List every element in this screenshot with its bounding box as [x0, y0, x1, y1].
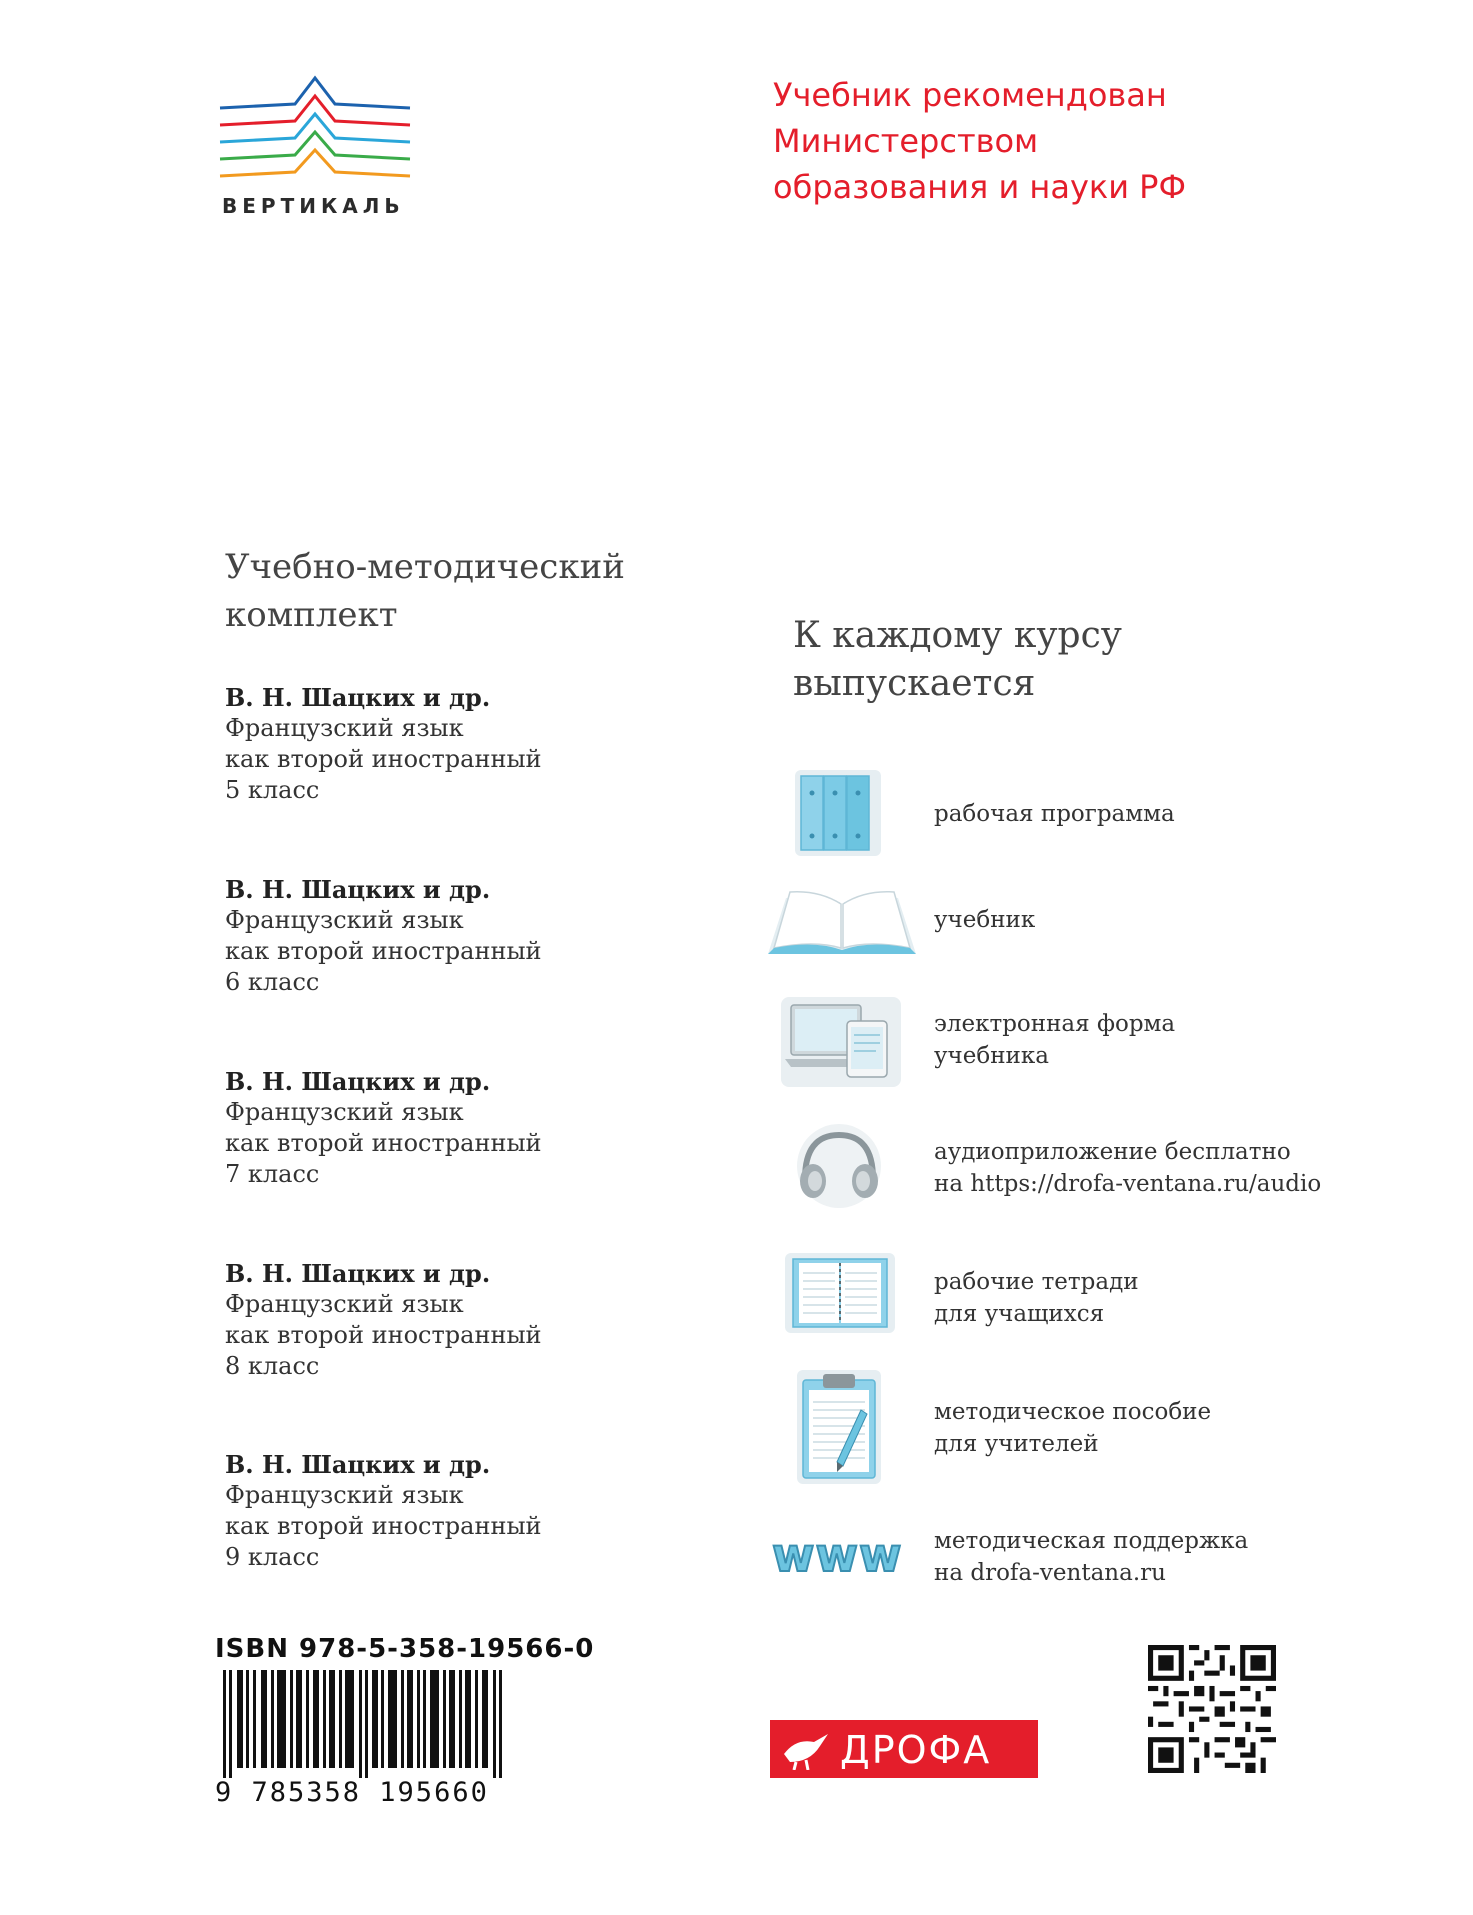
book-author: В. Н. Шацких и др.: [225, 1450, 491, 1479]
kit-book-grade-6: [225, 874, 645, 998]
resource-teacher-guide: [934, 1396, 1414, 1460]
resource-line: методическое пособие: [934, 1399, 1212, 1425]
publisher-drofa-logo: [770, 1720, 1038, 1778]
logo-lines-graphic: [215, 70, 415, 190]
open-book-icon: [764, 888, 920, 958]
kit-book-grade-9: [225, 1449, 645, 1573]
recommendation-line: Министерством: [773, 122, 1039, 160]
recommendation-line: образования и науки РФ: [773, 168, 1187, 206]
resource-textbook: [934, 904, 1414, 936]
resource-line: учебника: [934, 1043, 1049, 1069]
resource-line: для учащихся: [934, 1301, 1105, 1327]
book-subtitle: как второй иностранный: [225, 937, 542, 965]
resource-line: для учителей: [934, 1431, 1099, 1457]
resource-line: аудиоприложение бесплатно: [934, 1139, 1291, 1165]
course-heading: [793, 612, 1273, 708]
clipboard-icon: [797, 1370, 881, 1484]
book-subject: Французский язык: [225, 1290, 464, 1318]
resource-line: электронная форма: [934, 1011, 1176, 1037]
resource-work-program: [934, 798, 1414, 830]
book-grade: 8 класс: [225, 1352, 320, 1380]
course-heading-line: выпускается: [793, 663, 1036, 704]
book-subject: Французский язык: [225, 714, 464, 742]
qr-code[interactable]: [1148, 1645, 1276, 1773]
book-subject: Французский язык: [225, 1098, 464, 1126]
book-author: В. Н. Шацких и др.: [225, 1259, 491, 1288]
isbn-block: [215, 1634, 595, 1814]
devices-icon: [781, 997, 901, 1087]
www-icon: www: [772, 1528, 903, 1582]
kit-heading-line: комплект: [225, 595, 398, 635]
book-subtitle: как второй иностранный: [225, 1321, 542, 1349]
publisher-logo: [215, 70, 415, 230]
book-grade: 6 класс: [225, 968, 320, 996]
resource-audio: [934, 1136, 1414, 1200]
support-link[interactable]: на drofa-ventana.ru: [934, 1560, 1166, 1586]
publisher-name: ДРОФА: [840, 1728, 992, 1772]
isbn-barcode: [223, 1670, 513, 1778]
bird-icon: [780, 1728, 832, 1770]
course-heading-line: К каждому курсу: [793, 615, 1122, 656]
book-subject: Французский язык: [225, 906, 464, 934]
resource-line: рабочие тетради: [934, 1269, 1139, 1295]
recommendation-notice: [773, 72, 1293, 210]
recommendation-line: Учебник рекомендован: [773, 76, 1167, 114]
book-subtitle: как второй иностранный: [225, 1512, 542, 1540]
resource-line: рабочая программа: [934, 801, 1175, 827]
book-author: В. Н. Шацких и др.: [225, 875, 491, 904]
book-grade: 5 класс: [225, 776, 320, 804]
isbn-label: ISBN 978-5-358-19566-0: [215, 1634, 595, 1664]
resource-electronic-textbook: [934, 1008, 1414, 1072]
resource-workbooks: [934, 1266, 1414, 1330]
book-subject: Французский язык: [225, 1481, 464, 1509]
kit-heading: [225, 543, 705, 639]
binders-icon: [793, 768, 883, 858]
kit-book-grade-7: [225, 1066, 645, 1190]
kit-heading-line: Учебно-методический: [225, 547, 625, 587]
book-author: В. Н. Шацких и др.: [225, 683, 491, 712]
headphones-icon: [793, 1123, 885, 1209]
notebook-icon: [785, 1253, 895, 1333]
isbn-digits: 9 785358 195660: [215, 1777, 489, 1808]
book-grade: 7 класс: [225, 1160, 320, 1188]
logo-text: ВЕРТИКАЛЬ: [222, 194, 405, 218]
book-author: В. Н. Шацких и др.: [225, 1067, 491, 1096]
resource-line: учебник: [934, 907, 1036, 933]
book-grade: 9 класс: [225, 1543, 320, 1571]
book-subtitle: как второй иностранный: [225, 1129, 542, 1157]
resource-line: методическая поддержка: [934, 1528, 1249, 1554]
audio-link[interactable]: на https://drofa-ventana.ru/audio: [934, 1171, 1322, 1197]
resource-online-support: [934, 1525, 1414, 1589]
book-subtitle: как второй иностранный: [225, 745, 542, 773]
kit-book-grade-8: [225, 1258, 645, 1382]
kit-book-grade-5: [225, 682, 645, 806]
